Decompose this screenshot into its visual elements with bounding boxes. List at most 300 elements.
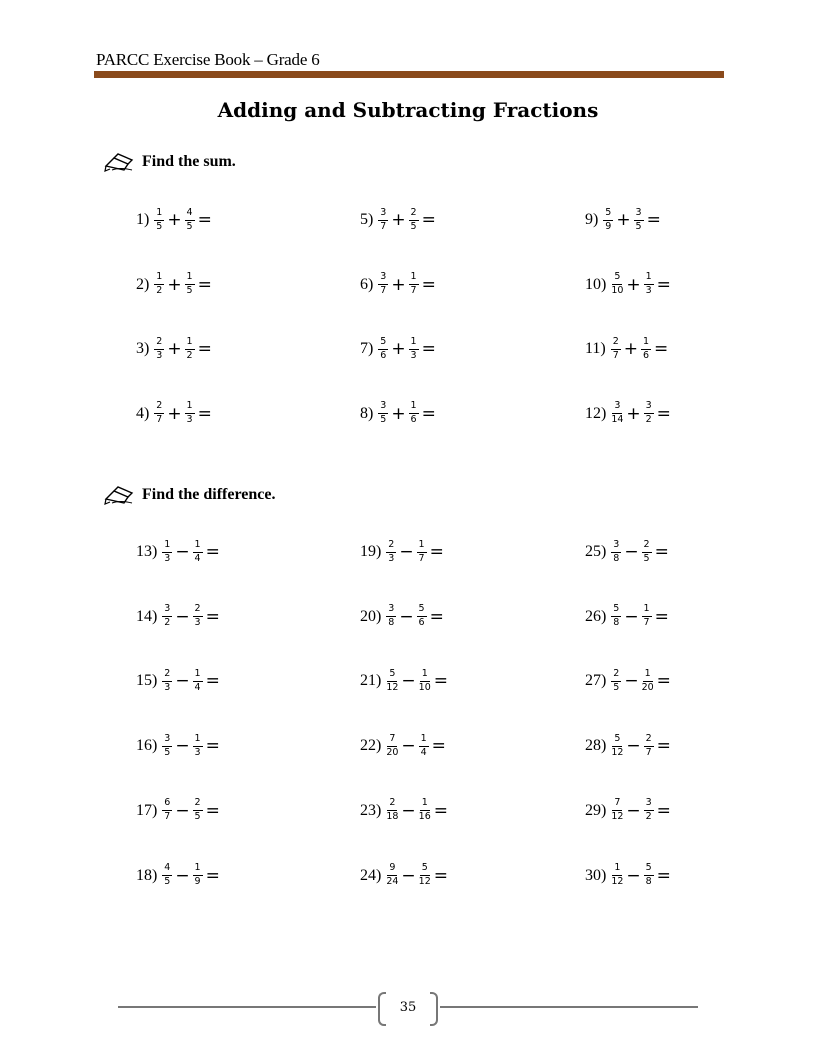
denominator: 6 (380, 349, 387, 361)
numerator: 1 (154, 272, 164, 285)
footer-bracket-left (378, 992, 386, 1026)
problem-number: 30) (585, 866, 607, 884)
numerator: 5 (420, 863, 430, 876)
denominator: 12 (611, 876, 624, 887)
numerator: 3 (378, 401, 388, 414)
operator: − (175, 865, 190, 886)
numerator: 2 (162, 669, 172, 682)
operator: − (626, 865, 641, 886)
equals-sign: = (197, 339, 212, 359)
denominator: 4 (420, 746, 427, 758)
denominator: 3 (164, 552, 171, 564)
denominator: 6 (410, 414, 417, 425)
numerator: 1 (154, 208, 164, 221)
operator: − (626, 736, 641, 757)
problem-number: 20) (360, 607, 382, 625)
denominator: 14 (611, 414, 624, 425)
fraction (162, 540, 172, 565)
denominator: 5 (164, 746, 171, 758)
footer-rule-left (118, 1006, 376, 1008)
numerator: 1 (420, 798, 430, 811)
problem-number: 21) (360, 672, 382, 690)
equals-sign: = (197, 210, 212, 230)
equals-sign: = (205, 865, 220, 886)
denominator: 3 (186, 414, 193, 425)
fraction (419, 863, 431, 888)
numerator: 3 (612, 401, 622, 414)
equals-sign: = (433, 800, 449, 821)
fraction (409, 401, 419, 426)
operator: + (391, 210, 406, 230)
problem-number: 17) (136, 801, 158, 819)
problem-number: 29) (585, 801, 607, 819)
problem-item (360, 532, 446, 572)
fraction (642, 540, 652, 565)
denominator: 12 (611, 811, 624, 823)
problem-item (136, 726, 222, 766)
operator: − (624, 542, 639, 562)
problem-item (136, 200, 214, 240)
problem-number: 5) (360, 211, 374, 228)
fraction (634, 208, 644, 233)
problem-number: 18) (136, 866, 158, 884)
denominator: 7 (645, 746, 652, 758)
denominator: 5 (613, 681, 620, 693)
problem-item (360, 329, 438, 369)
denominator: 3 (194, 617, 201, 629)
problem-number: 27) (585, 672, 607, 690)
numerator: 1 (642, 604, 652, 617)
numerator: 2 (611, 669, 621, 682)
operator: − (626, 800, 641, 821)
denominator: 5 (410, 220, 417, 232)
problem-item (585, 200, 663, 240)
denominator: 4 (194, 681, 201, 693)
denominator: 2 (186, 349, 193, 361)
equals-sign: = (197, 274, 212, 295)
problem-item (585, 791, 673, 831)
numerator: 2 (611, 337, 621, 350)
problem-number: 4) (136, 404, 150, 422)
operator: + (391, 403, 406, 424)
denominator: 9 (194, 876, 201, 887)
operator: + (167, 339, 182, 359)
fraction (193, 734, 203, 759)
denominator: 5 (186, 220, 193, 232)
operator: + (391, 274, 406, 295)
operator: − (399, 542, 414, 562)
fraction (193, 604, 203, 629)
denominator: 6 (642, 349, 649, 361)
problem-number: 28) (585, 737, 607, 755)
numerator: 5 (644, 863, 654, 876)
equals-sign: = (429, 606, 444, 627)
fraction (386, 798, 398, 823)
denominator: 3 (194, 746, 201, 758)
denominator: 5 (164, 876, 171, 887)
equals-sign: = (421, 210, 436, 230)
numerator: 1 (409, 401, 419, 414)
equals-sign: = (656, 800, 671, 821)
problem-number: 9) (585, 211, 599, 228)
equals-sign: = (421, 274, 436, 295)
numerator: 1 (185, 337, 195, 350)
problem-number: 7) (360, 340, 374, 357)
denominator: 3 (388, 552, 395, 564)
equals-sign: = (656, 274, 671, 295)
equals-sign: = (205, 542, 220, 562)
fraction (193, 798, 203, 823)
problem-item (136, 791, 222, 831)
fraction (378, 208, 388, 233)
denominator: 5 (194, 811, 201, 823)
problem-item (136, 597, 222, 637)
fraction (611, 337, 621, 362)
operator: + (167, 403, 182, 424)
operator: − (175, 542, 190, 562)
equals-sign: = (656, 671, 671, 692)
problem-number: 8) (360, 404, 374, 422)
numerator: 1 (644, 272, 654, 285)
fraction (162, 669, 172, 694)
footer-rule-right (440, 1006, 698, 1008)
fraction (193, 669, 203, 694)
problem-item (585, 329, 670, 369)
problem-number: 15) (136, 672, 158, 690)
numerator: 1 (409, 337, 419, 350)
numerator: 2 (644, 734, 654, 747)
numerator: 2 (642, 540, 652, 553)
problem-number: 10) (585, 275, 607, 293)
denominator: 10 (418, 681, 431, 693)
denominator: 7 (418, 552, 425, 564)
numerator: 2 (154, 337, 164, 350)
fraction (642, 669, 654, 694)
numerator: 1 (193, 863, 203, 876)
fraction (644, 798, 654, 823)
numerator: 1 (641, 337, 651, 350)
denominator: 20 (386, 746, 399, 758)
fraction (417, 604, 427, 629)
fraction (611, 798, 623, 823)
problem-number: 11) (585, 340, 606, 357)
operator: − (624, 606, 639, 627)
denominator: 7 (380, 285, 387, 296)
numerator: 3 (378, 208, 388, 221)
numerator: 7 (387, 734, 397, 747)
numerator: 1 (643, 669, 653, 682)
numerator: 1 (193, 540, 203, 553)
problem-number: 12) (585, 404, 607, 422)
operator: − (175, 606, 190, 627)
operator: + (623, 339, 638, 359)
denominator: 4 (194, 552, 201, 564)
fraction (185, 208, 195, 233)
operator: − (401, 736, 416, 757)
problem-number: 6) (360, 275, 374, 293)
equals-sign: = (205, 606, 220, 627)
numerator: 2 (193, 798, 203, 811)
numerator: 5 (417, 604, 427, 617)
problem-item (360, 265, 438, 305)
fraction (185, 401, 195, 426)
fraction (611, 540, 621, 565)
problem-item (360, 597, 446, 637)
denominator: 5 (186, 285, 193, 296)
numerator: 1 (162, 540, 172, 553)
equals-sign: = (429, 542, 444, 562)
fraction (419, 734, 429, 759)
fraction (611, 669, 621, 694)
denominator: 8 (645, 876, 652, 887)
operator: + (616, 210, 631, 230)
denominator: 12 (386, 681, 399, 693)
numerator: 4 (185, 208, 195, 221)
fraction (611, 604, 621, 629)
fraction (386, 734, 398, 759)
equals-sign: = (654, 542, 669, 562)
fraction (603, 208, 613, 233)
numerator: 3 (386, 604, 396, 617)
denominator: 12 (611, 746, 624, 758)
denominator: 5 (643, 552, 650, 564)
fraction (193, 540, 203, 565)
problem-item (360, 726, 448, 766)
operator: − (401, 671, 416, 692)
denominator: 5 (635, 220, 642, 232)
denominator: 8 (388, 617, 395, 629)
problem-number: 24) (360, 866, 382, 884)
equals-sign: = (656, 403, 671, 424)
numerator: 2 (387, 798, 397, 811)
equals-sign: = (205, 800, 220, 821)
fraction (162, 798, 172, 823)
denominator: 7 (380, 220, 387, 232)
header-title: PARCC Exercise Book – Grade 6 (96, 50, 320, 69)
problem-item (585, 726, 673, 766)
numerator: 1 (193, 734, 203, 747)
problem-number: 3) (136, 340, 150, 357)
fraction (378, 401, 388, 426)
fraction (185, 272, 195, 297)
numerator: 2 (193, 604, 203, 617)
fraction (644, 734, 654, 759)
fraction (419, 798, 431, 823)
operator: + (626, 403, 641, 424)
numerator: 1 (417, 540, 427, 553)
fraction (162, 604, 172, 629)
fraction (386, 863, 398, 888)
numerator: 4 (162, 863, 172, 876)
numerator: 3 (162, 734, 172, 747)
fraction (409, 208, 419, 233)
problem-item (136, 661, 222, 701)
header-rule (94, 71, 724, 78)
fraction (642, 604, 652, 629)
operator: + (391, 339, 406, 359)
problem-item (585, 265, 673, 305)
denominator: 18 (386, 811, 399, 823)
fraction (611, 863, 623, 888)
denominator: 2 (645, 811, 652, 823)
fraction (611, 272, 623, 297)
denominator: 7 (156, 414, 163, 425)
denominator: 9 (605, 220, 612, 232)
section-heading-difference (104, 485, 275, 505)
denominator: 7 (410, 285, 417, 296)
problem-number: 14) (136, 607, 158, 625)
numerator: 3 (611, 540, 621, 553)
problem-number: 23) (360, 801, 382, 819)
equals-sign: = (431, 736, 446, 757)
denominator: 2 (156, 285, 163, 296)
problem-item (360, 200, 438, 240)
problem-item (136, 532, 222, 572)
numerator: 3 (162, 604, 172, 617)
numerator: 2 (154, 401, 164, 414)
problem-item (585, 532, 671, 572)
operator: − (401, 865, 416, 886)
numerator: 3 (644, 401, 654, 414)
numerator: 5 (378, 337, 388, 350)
fraction (154, 401, 164, 426)
denominator: 5 (380, 414, 387, 425)
problem-item (136, 394, 214, 434)
denominator: 2 (164, 617, 171, 629)
page-title: Adding and Subtracting Fractions (217, 98, 599, 122)
footer-bracket-right (430, 992, 438, 1026)
fraction (378, 337, 388, 362)
problem-number: 25) (585, 543, 607, 560)
numerator: 9 (387, 863, 397, 876)
fraction (417, 540, 427, 565)
numerator: 1 (185, 401, 195, 414)
problem-item (360, 856, 450, 896)
denominator: 10 (611, 285, 624, 296)
fraction (162, 863, 172, 888)
equals-sign: = (197, 403, 212, 424)
problem-number: 22) (360, 737, 382, 755)
equals-sign: = (421, 403, 436, 424)
denominator: 3 (410, 349, 417, 361)
problem-item (136, 856, 222, 896)
denominator: 6 (418, 617, 425, 629)
problem-number: 26) (585, 607, 607, 625)
numerator: 5 (612, 272, 622, 285)
section-heading-text: Find the sum. (142, 153, 236, 170)
fraction (154, 208, 164, 233)
denominator: 20 (641, 681, 654, 693)
numerator: 5 (387, 669, 397, 682)
equals-sign: = (433, 865, 449, 886)
numerator: 7 (612, 798, 622, 811)
denominator: 3 (645, 285, 652, 296)
problem-item (360, 791, 450, 831)
equals-sign: = (205, 736, 220, 757)
problem-item (585, 856, 673, 896)
equals-sign: = (653, 339, 669, 359)
fraction (611, 401, 623, 426)
section-heading-sum (104, 152, 236, 172)
denominator: 5 (156, 220, 163, 232)
problem-number: 2) (136, 275, 150, 293)
numerator: 5 (611, 604, 621, 617)
operator: + (167, 274, 182, 295)
fraction (162, 734, 172, 759)
problem-item (360, 394, 438, 434)
operator: − (175, 800, 190, 821)
fraction (641, 337, 651, 362)
fraction (386, 604, 396, 629)
problem-item (585, 394, 673, 434)
fraction (386, 540, 396, 565)
pencil-writing-icon (104, 152, 134, 172)
operator: − (175, 736, 190, 757)
equals-sign: = (656, 736, 671, 757)
fraction (419, 669, 431, 694)
denominator: 24 (386, 876, 399, 887)
denominator: 7 (612, 349, 619, 361)
operator: + (167, 210, 182, 230)
problem-number: 1) (136, 211, 150, 228)
fraction (644, 863, 654, 888)
section-heading-text: Find the difference. (142, 486, 276, 503)
numerator: 1 (420, 669, 430, 682)
operator: − (624, 671, 639, 692)
operator: + (626, 274, 641, 295)
fraction (378, 272, 388, 297)
problem-number: 13) (136, 543, 158, 560)
denominator: 2 (645, 414, 652, 425)
denominator: 8 (613, 552, 620, 564)
denominator: 7 (643, 617, 650, 629)
numerator: 1 (185, 272, 195, 285)
equals-sign: = (646, 210, 661, 230)
problem-number: 19) (360, 543, 382, 560)
numerator: 2 (409, 208, 419, 221)
numerator: 1 (193, 669, 203, 682)
numerator: 3 (644, 798, 654, 811)
equals-sign: = (656, 865, 671, 886)
operator: − (399, 606, 414, 627)
denominator: 16 (418, 811, 431, 823)
problem-item (136, 265, 214, 305)
problem-item (136, 329, 214, 369)
fraction (154, 337, 164, 362)
numerator: 3 (378, 272, 388, 285)
fraction (185, 337, 195, 362)
fraction (611, 734, 623, 759)
denominator: 3 (156, 349, 163, 361)
fraction (644, 401, 654, 426)
equals-sign: = (433, 671, 449, 692)
operator: − (401, 800, 416, 821)
numerator: 3 (634, 208, 644, 221)
operator: − (175, 671, 190, 692)
numerator: 2 (386, 540, 396, 553)
fraction (386, 669, 398, 694)
denominator: 7 (164, 811, 171, 823)
fraction (644, 272, 654, 297)
denominator: 8 (613, 617, 620, 629)
problem-item (360, 661, 450, 701)
fraction (409, 337, 419, 362)
equals-sign: = (205, 671, 220, 692)
problem-item (585, 597, 671, 637)
numerator: 6 (162, 798, 172, 811)
numerator: 1 (612, 863, 622, 876)
numerator: 1 (419, 734, 429, 747)
